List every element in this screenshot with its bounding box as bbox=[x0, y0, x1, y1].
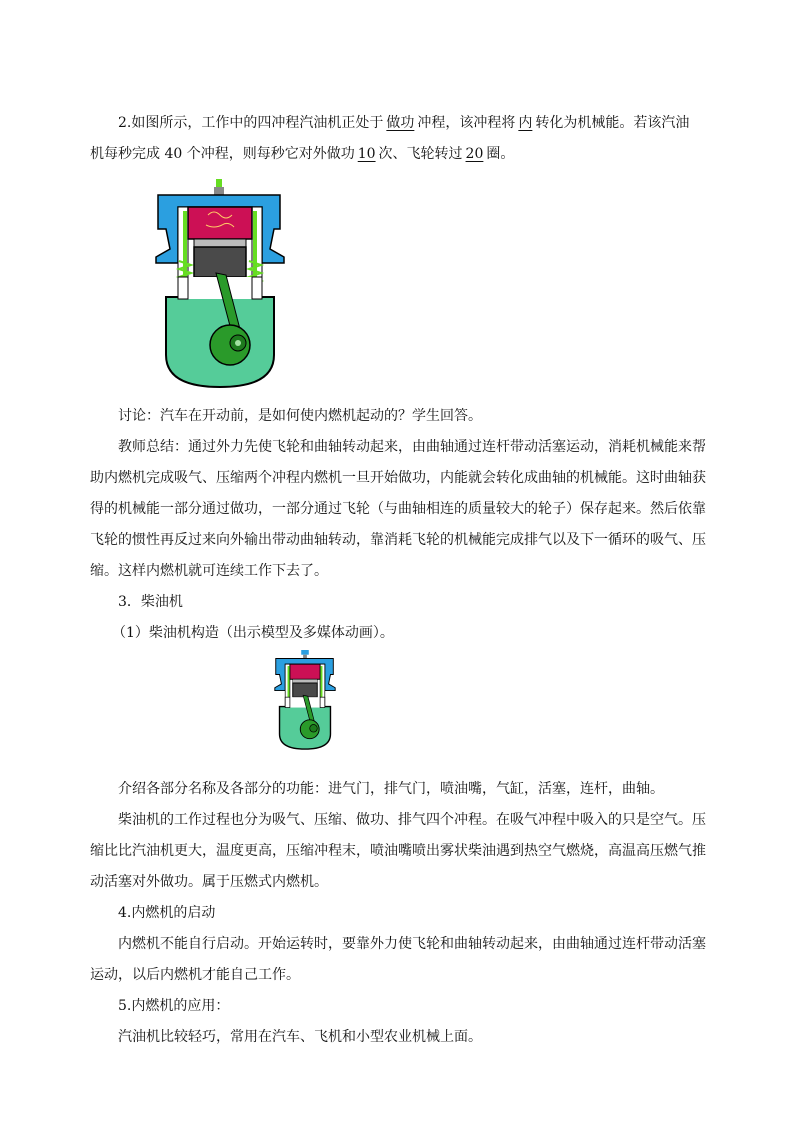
discussion-paragraph: 讨论：汽车在开动前，是如何使内燃机起动的？学生回答。 bbox=[118, 408, 482, 424]
combustion-chamber bbox=[188, 207, 252, 239]
piston bbox=[194, 247, 246, 277]
blank-energy: 内 bbox=[518, 115, 533, 131]
section-5-title: 5.内燃机的应用： bbox=[118, 998, 230, 1014]
blank-work-count: 10 bbox=[357, 146, 376, 162]
blank-flywheel-turns: 20 bbox=[465, 146, 484, 162]
diesel-process-paragraph: 柴油机的工作过程也分为吸气、压缩、做功、排气四个冲程。在吸气冲程中吸入的只是空气。压 缩比比汽油机更大，温度更高，压缩冲程末，喷油嘴喷出雾状柴油遇到热空气燃烧，高温高压燃气推 动活塞对外做功。属于压燃式内燃机。 bbox=[90, 812, 706, 890]
teacher-summary-paragraph: 教师总结：通过外力先使飞轮和曲轴转动起来，由曲轴通过连杆带动活塞运动，消耗机械能来帮 助内燃机完成吸气、压缩两个冲程内燃机一旦开始做功，内能就会转化成曲轴的机械能。这时曲轴获 得的机械能一部分通过做功，一部分通过飞轮（与曲轴相连的质量较大的轮子）保存起来。然后依靠 飞轮的惯性再反过来向外输出带动曲轴转动，靠消耗飞轮的机械能完成排气以及下一循环的吸气、压 缩。这样内燃机就可连续工作下去了。 bbox=[90, 439, 706, 579]
blank-stroke: 做功 bbox=[386, 115, 415, 131]
injector-icon bbox=[301, 650, 309, 655]
gasoline-engine-figure bbox=[150, 177, 290, 389]
section-3-title: 3．柴油机 bbox=[118, 594, 183, 610]
question-2: 2.如图所示，工作中的四冲程汽油机正处于 做功 冲程，该冲程将 内 转化为机械能。若该汽油 机每秒完成 40 个冲程，则每秒它对外做功 10 次、飞轮转过 20 圈。 bbox=[90, 115, 690, 162]
application-line: 汽油机比较轻巧，常用在汽车、飞机和小型农业机械上面。 bbox=[118, 1029, 482, 1045]
startup-paragraph: 内燃机不能自行启动。开始运转时，要靠外力使飞轮和曲轴转动起来，由曲轴通过连杆带动活塞 运动，以后内燃机才能自己工作。 bbox=[90, 936, 706, 983]
diesel-engine-figure bbox=[270, 650, 340, 750]
section-4-title: 4.内燃机的启动 bbox=[118, 905, 216, 921]
parts-intro-line: 介绍各部分名称及各部分的功能：进气门，排气门，喷油嘴，气缸，活塞，连杆，曲轴。 bbox=[118, 781, 664, 797]
diesel-structure-line: （1）柴油机构造（出示模型及多媒体动画）。 bbox=[112, 625, 394, 641]
